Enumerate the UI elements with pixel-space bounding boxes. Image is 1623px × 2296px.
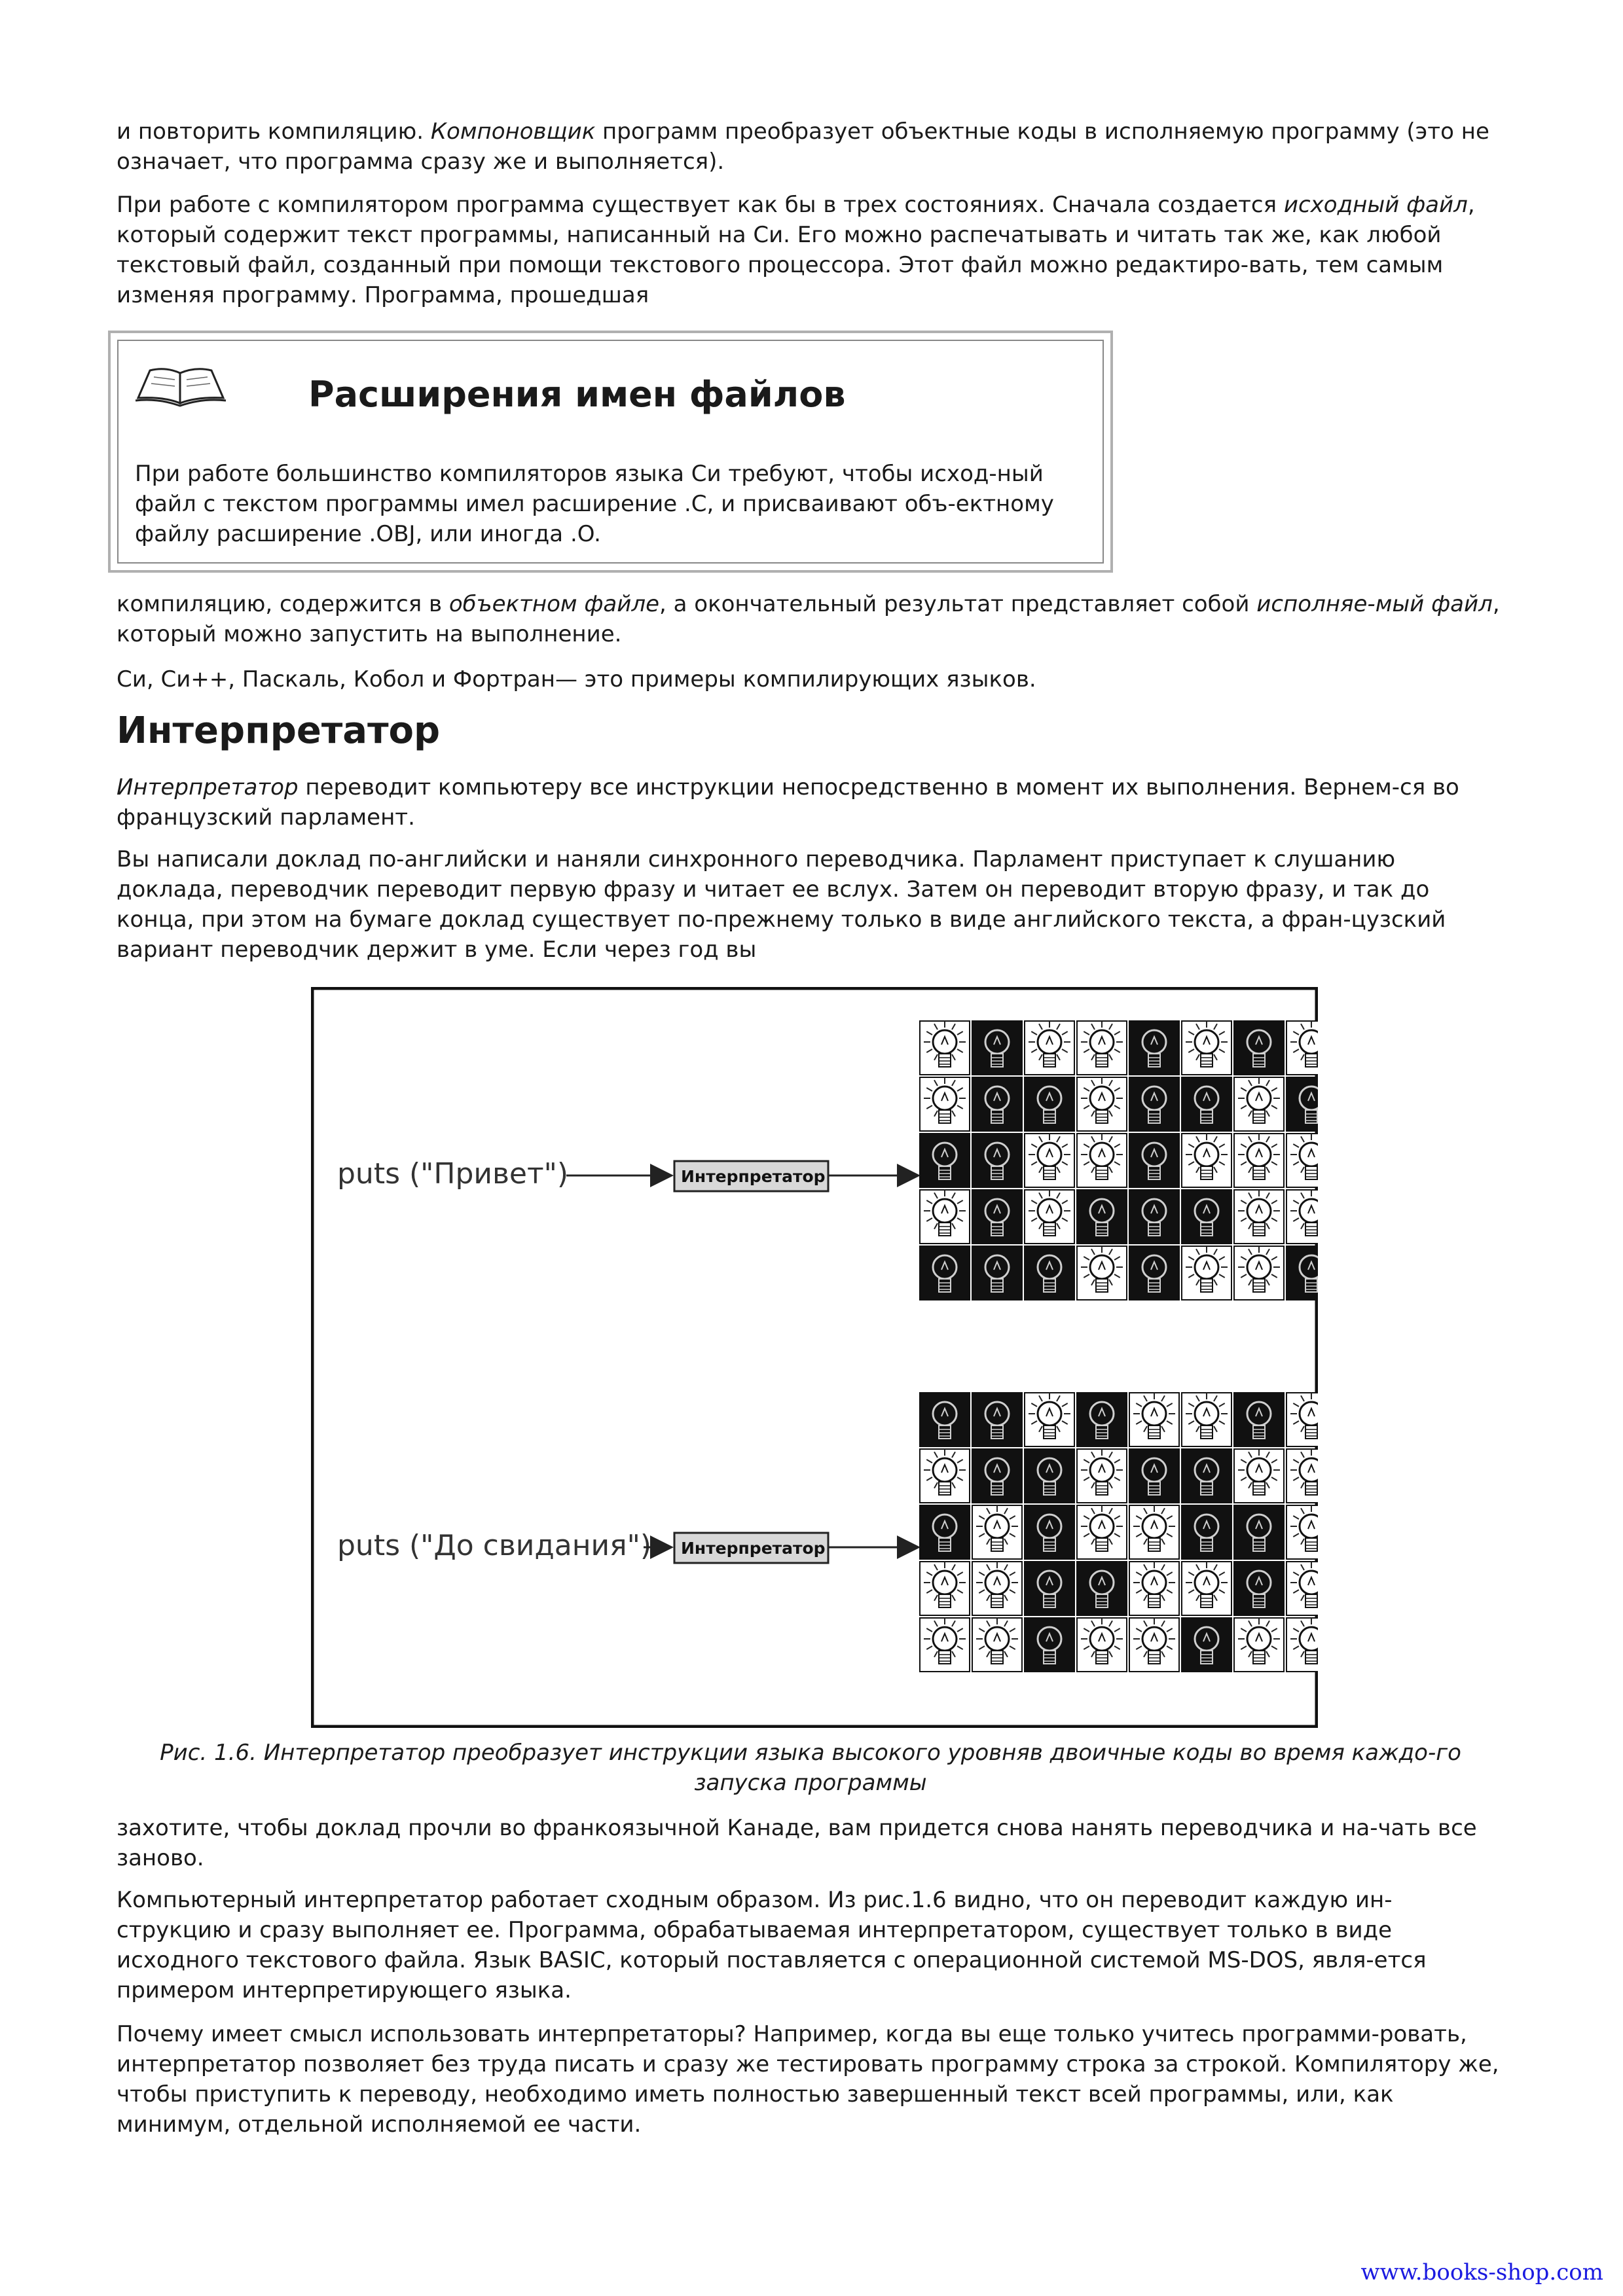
unlit-bulb-icon [1025, 1562, 1074, 1615]
bulb-grid-2 [920, 1393, 1318, 1672]
lit-bulb-icon [972, 1562, 1022, 1615]
unlit-bulb-icon [1129, 1190, 1179, 1244]
lit-bulb-icon [1182, 1246, 1231, 1300]
lit-bulb-icon [920, 1077, 970, 1131]
lit-bulb-icon [1182, 1562, 1231, 1615]
text-run: Компьютерный интерпретатор работает сходным образом. Из рис.1.6 видно, что он переводит каждую ин-струкцию и сразу выполняет ее. Программа, обрабатываемая интерпретатором, существует только в виде исходного текстового файла. Язык BASIC, который поставляется с операционной системой MS-DOS, явля-ется примером интерпретирующего языка. [117, 1887, 1427, 2003]
unlit-bulb-icon [1182, 1449, 1231, 1503]
paragraph-linker [117, 117, 1504, 177]
paragraph-interpreter-intro [117, 772, 1504, 833]
lit-bulb-icon [1077, 1134, 1127, 1187]
emphasis-term: Интерпретатор [117, 774, 299, 800]
unlit-bulb-icon [1129, 1134, 1179, 1187]
lit-bulb-icon [1286, 1393, 1318, 1446]
paragraph-object-file [117, 589, 1504, 649]
lit-bulb-icon [1234, 1190, 1284, 1244]
note-text: При работе большинство компиляторов языка Си требуют, чтобы исход-ный файл с текстом программы имел расширение .C, и присваивают объ-ектному файлу расширение .OBJ, или иногда .O. [135, 461, 1054, 547]
lit-bulb-icon [920, 1562, 970, 1615]
text-run: , который содержит текст программы, написанный на Си. Его можно распечатывать и читать так же, как любой текстовый файл, созданный при помощи текстового процессора. Этот файл можно редактиро-вать, тем самым изменяя программу. Программа, прошедшая [117, 192, 1475, 308]
lit-bulb-icon [1234, 1449, 1284, 1503]
unlit-bulb-icon [1129, 1077, 1179, 1131]
text-run: переводит компьютеру все инструкции непосредственно в момент их выполнения. Вернем-ся во французский парламент. [117, 774, 1459, 831]
figure-interpreter [311, 987, 1318, 1728]
unlit-bulb-icon [1234, 1562, 1284, 1615]
unlit-bulb-icon [1077, 1393, 1127, 1446]
lit-bulb-icon [1025, 1021, 1074, 1075]
unlit-bulb-icon [1182, 1077, 1231, 1131]
unlit-bulb-icon [972, 1393, 1022, 1446]
lit-bulb-icon [1129, 1618, 1179, 1672]
lit-bulb-icon [972, 1618, 1022, 1672]
note-box-inner-border [117, 340, 1104, 564]
lit-bulb-icon [1129, 1562, 1179, 1615]
emphasis-term: объектном файле [448, 591, 660, 617]
text-run: , который можно запустить на выполнение. [117, 591, 1500, 647]
note-box [108, 331, 1113, 573]
lit-bulb-icon [1286, 1190, 1318, 1244]
figure-label-hello: puts ("Привет") [337, 1157, 569, 1191]
unlit-bulb-icon [1234, 1393, 1284, 1446]
lit-bulb-icon [1286, 1562, 1318, 1615]
lit-bulb-icon [1234, 1134, 1284, 1187]
lit-bulb-icon [1077, 1077, 1127, 1131]
unlit-bulb-icon [1025, 1505, 1074, 1559]
lit-bulb-icon [1286, 1449, 1318, 1503]
lit-bulb-icon [920, 1618, 970, 1672]
unlit-bulb-icon [1077, 1562, 1127, 1615]
lit-bulb-icon [1077, 1505, 1127, 1559]
lit-bulb-icon [1286, 1505, 1318, 1559]
unlit-bulb-icon [1286, 1077, 1318, 1131]
lit-bulb-icon [1182, 1393, 1231, 1446]
unlit-bulb-icon [972, 1449, 1022, 1503]
interpreter-box-label-2: Интерпретатор [681, 1539, 826, 1558]
unlit-bulb-icon [1234, 1505, 1284, 1559]
unlit-bulb-icon [920, 1246, 970, 1300]
unlit-bulb-icon [1129, 1449, 1179, 1503]
lit-bulb-icon [1025, 1134, 1074, 1187]
unlit-bulb-icon [920, 1505, 970, 1559]
lit-bulb-icon [920, 1021, 970, 1075]
unlit-bulb-icon [972, 1021, 1022, 1075]
lit-bulb-icon [920, 1449, 970, 1503]
figure-label-goodbye: puts ("До свидания") [337, 1529, 652, 1562]
lit-bulb-icon [1286, 1021, 1318, 1075]
lit-bulb-icon [972, 1505, 1022, 1559]
paragraph-compiler-states [117, 190, 1504, 310]
unlit-bulb-icon [1182, 1505, 1231, 1559]
unlit-bulb-icon [1286, 1246, 1318, 1300]
lit-bulb-icon [1129, 1505, 1179, 1559]
lit-bulb-icon [1077, 1618, 1127, 1672]
text-run: захотите, чтобы доклад прочли во франкоязычной Канаде, вам придется снова нанять переводчика и на-чать все заново. [117, 1815, 1477, 1871]
footer-link[interactable]: www.books-shop.com [1360, 2259, 1603, 2286]
text-run: программ преобразует объектные коды в исполняемую программу (это не означает, что программа сразу же и выполняется). [117, 118, 1489, 175]
interpreter-box-label-1: Интерпретатор [681, 1167, 826, 1186]
lit-bulb-icon [1025, 1190, 1074, 1244]
section-title: Интерпретатор [117, 709, 441, 752]
lit-bulb-icon [1234, 1246, 1284, 1300]
book-icon [132, 357, 230, 410]
unlit-bulb-icon [972, 1190, 1022, 1244]
unlit-bulb-icon [972, 1134, 1022, 1187]
unlit-bulb-icon [972, 1077, 1022, 1131]
text-run: , а окончательный результат представляет собой [659, 591, 1257, 617]
unlit-bulb-icon [1025, 1246, 1074, 1300]
unlit-bulb-icon [1025, 1618, 1074, 1672]
unlit-bulb-icon [1025, 1449, 1074, 1503]
emphasis-term: исполняе-мый файл [1256, 591, 1493, 617]
unlit-bulb-icon [1234, 1021, 1284, 1075]
lit-bulb-icon [920, 1190, 970, 1244]
unlit-bulb-icon [1182, 1618, 1231, 1672]
text-run: и повторить компиляцию. [117, 118, 431, 145]
lit-bulb-icon [1077, 1246, 1127, 1300]
unlit-bulb-icon [972, 1246, 1022, 1300]
unlit-bulb-icon [1025, 1077, 1074, 1131]
lit-bulb-icon [1077, 1449, 1127, 1503]
text-run: Си, Си++, Паскаль, Кобол и Фортран— это примеры компилирующих языков. [117, 666, 1036, 692]
lit-bulb-icon [1286, 1618, 1318, 1672]
text-run: При работе с компилятором программа существует как бы в трех состояниях. Сначала создается [117, 192, 1284, 218]
paragraph-why-interpreters [117, 2019, 1504, 2140]
text-run: компиляцию, содержится в [117, 591, 449, 617]
unlit-bulb-icon [1182, 1190, 1231, 1244]
unlit-bulb-icon [1077, 1190, 1127, 1244]
lit-bulb-icon [1077, 1021, 1127, 1075]
paragraph-canada [117, 1813, 1504, 1873]
lit-bulb-icon [1234, 1618, 1284, 1672]
paragraph-computer-interpreter [117, 1885, 1504, 2005]
paragraph-translator-analogy [117, 844, 1504, 965]
lit-bulb-icon [1286, 1134, 1318, 1187]
unlit-bulb-icon [920, 1134, 970, 1187]
emphasis-term: Компоновщик [430, 118, 596, 145]
figure-caption: Рис. 1.6. Интерпретатор преобразует инструкции языка высокого уровняв двоичные коды во время каждо-го запуска программы [160, 1740, 1461, 1796]
lit-bulb-icon [1025, 1393, 1074, 1446]
unlit-bulb-icon [920, 1393, 970, 1446]
lit-bulb-icon [1182, 1021, 1231, 1075]
unlit-bulb-icon [1129, 1246, 1179, 1300]
paragraph-compiled-languages [117, 664, 1504, 694]
unlit-bulb-icon [1129, 1021, 1179, 1075]
lit-bulb-icon [1234, 1077, 1284, 1131]
text-run: Почему имеет смысл использовать интерпретаторы? Например, когда вы еще только учитесь программи-ровать, интерпретатор позволяет без труда писать и сразу же тестировать программу строка за строкой. Компилятору же, чтобы приступить к переводу, необходимо иметь полностью завершенный текст всей программы, или, как минимум, отдельной исполняемой ее части. [117, 2021, 1499, 2138]
bulb-grid-1 [920, 1021, 1318, 1300]
lit-bulb-icon [1182, 1134, 1231, 1187]
emphasis-term: исходный файл [1283, 192, 1468, 218]
lit-bulb-icon [1129, 1393, 1179, 1446]
text-run: Вы написали доклад по-английски и наняли синхронного переводчика. Парламент приступает к слушанию доклада, переводчик переводит первую фразу и читает ее вслух. Затем он переводит вторую фразу, и так до конца, при этом на бумаге доклад существует по-прежнему только в виде английского текста, а фран-цузский вариант переводчик держит в уме. Если через год вы [117, 846, 1446, 963]
note-title: Расширения имен файлов [308, 374, 846, 415]
